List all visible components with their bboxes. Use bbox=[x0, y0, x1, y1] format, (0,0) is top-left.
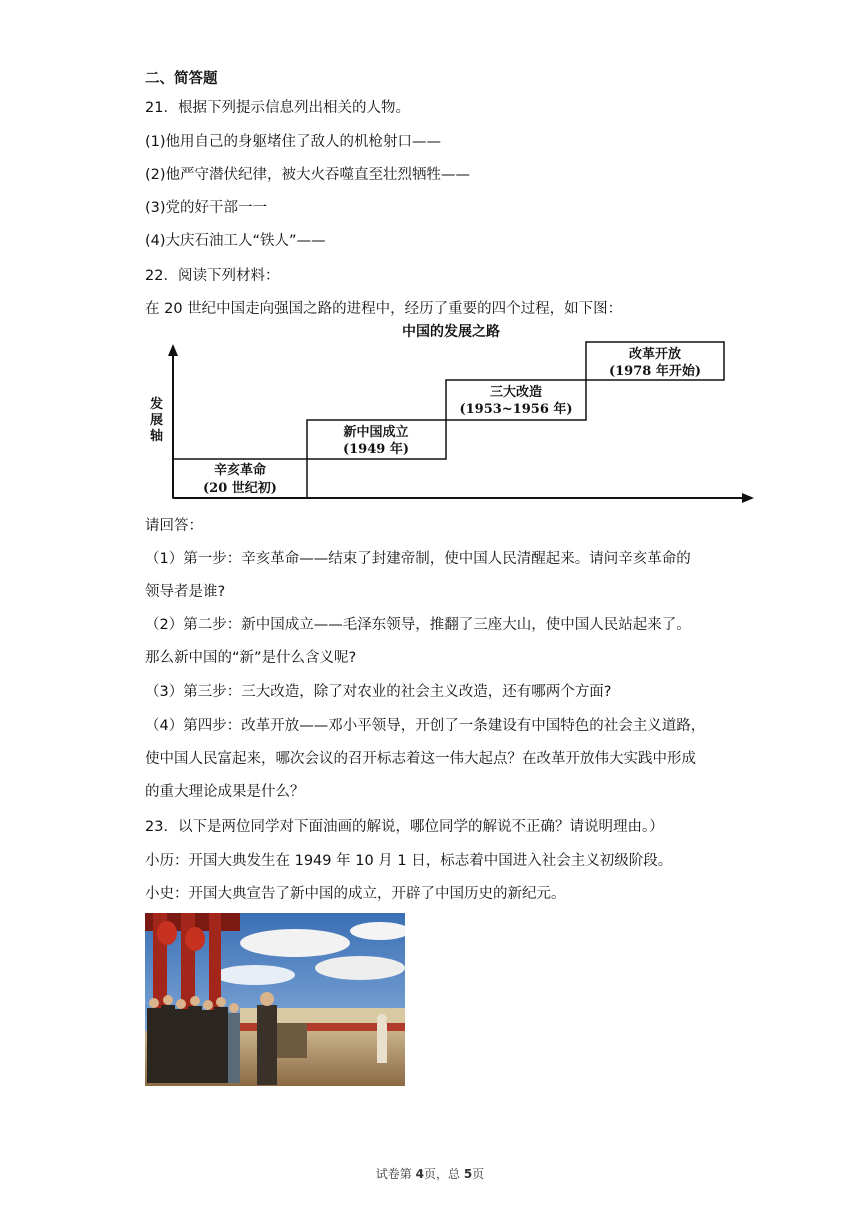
question-22-line-8: 的重大理论成果是什么？ bbox=[145, 784, 305, 800]
question-22-intro: 在 20 世纪中国走向强国之路的进程中，经历了重要的四个过程，如下图： bbox=[145, 301, 623, 317]
footer-suffix: 页 bbox=[472, 1167, 485, 1181]
horizontal-axis-arrow bbox=[742, 493, 754, 503]
development-path-diagram bbox=[146, 322, 758, 512]
question-22-line-2: 领导者是谁? bbox=[145, 584, 226, 600]
question-21-item-4: (4)大庆石油工人“铁人”—— bbox=[145, 233, 326, 249]
question-22-line-1: （1）第一步：辛亥革命——结束了封建帝制，使中国人民清醒起来。请问辛亥革命的 bbox=[145, 551, 691, 567]
question-22-prompt: 请回答： bbox=[145, 518, 203, 534]
question-23-opinion-1: 小历：开国大典发生在 1949 年 10 月 1 日，标志着中国进入社会主义初级阶段。 bbox=[145, 853, 673, 869]
step-2-label: 新中国成立 bbox=[343, 425, 409, 440]
axis-label: 发 展 轴 bbox=[150, 397, 164, 444]
vertical-axis-arrow bbox=[168, 344, 178, 356]
step-3-label: 三大改造 bbox=[489, 385, 543, 400]
question-22-line-6: （4）第四步：改革开放——邓小平领导，开创了一条建设有中国特色的社会主义道路， bbox=[145, 718, 706, 734]
section-title: 二、简答题 bbox=[145, 71, 218, 87]
step-4-label: 改革开放 bbox=[628, 347, 682, 362]
page-footer bbox=[0, 1165, 860, 1182]
question-21-item-1: (1)他用自己的身躯堵住了敌人的机枪射口—— bbox=[145, 134, 442, 150]
question-21-stem: 21．根据下列提示信息列出相关的人物。 bbox=[145, 100, 410, 116]
footer-prefix: 试卷第 bbox=[375, 1167, 416, 1181]
footer-page-number: 4 bbox=[415, 1167, 424, 1181]
question-21-item-3: (3)党的好干部一一 bbox=[145, 200, 268, 216]
question-22-line-7: 使中国人民富起来，哪次会议的召开标志着这一伟大起点？在改革开放伟大实践中形成 bbox=[145, 751, 696, 767]
step-4-date: (1978 年开始) bbox=[608, 364, 702, 379]
step-1-label: 辛亥革命 bbox=[213, 463, 267, 478]
question-22-line-3: （2）第二步：新中国成立——毛泽东领导，推翻了三座大山，使中国人民站起来了。 bbox=[145, 617, 691, 633]
step-1-date: (20 世纪初) bbox=[203, 481, 277, 496]
founding-ceremony-painting bbox=[145, 913, 405, 1086]
question-21-item-2: (2)他严守潜伏纪律，被大火吞噬直至壮烈牺牲—— bbox=[145, 167, 471, 183]
question-22-line-4: 那么新中国的“新”是什么含义呢? bbox=[145, 650, 357, 666]
step-3-date: (1953~1956 年) bbox=[459, 402, 573, 417]
step-2-date: (1949 年) bbox=[342, 442, 410, 457]
question-22-line-5: （3）第三步：三大改造，除了对农业的社会主义改造，还有哪两个方面? bbox=[145, 684, 612, 700]
question-23-opinion-2: 小史：开国大典宣告了新中国的成立，开辟了中国历史的新纪元。 bbox=[145, 886, 566, 902]
question-23-stem: 23．以下是两位同学对下面油画的解说，哪位同学的解说不正确？请说明理由。） bbox=[145, 819, 664, 835]
footer-total-pages: 5 bbox=[463, 1167, 473, 1181]
diagram-title: 中国的发展之路 bbox=[402, 324, 500, 340]
footer-middle: 页，总 bbox=[423, 1167, 464, 1181]
question-22-stem: 22．阅读下列材料： bbox=[145, 268, 280, 284]
